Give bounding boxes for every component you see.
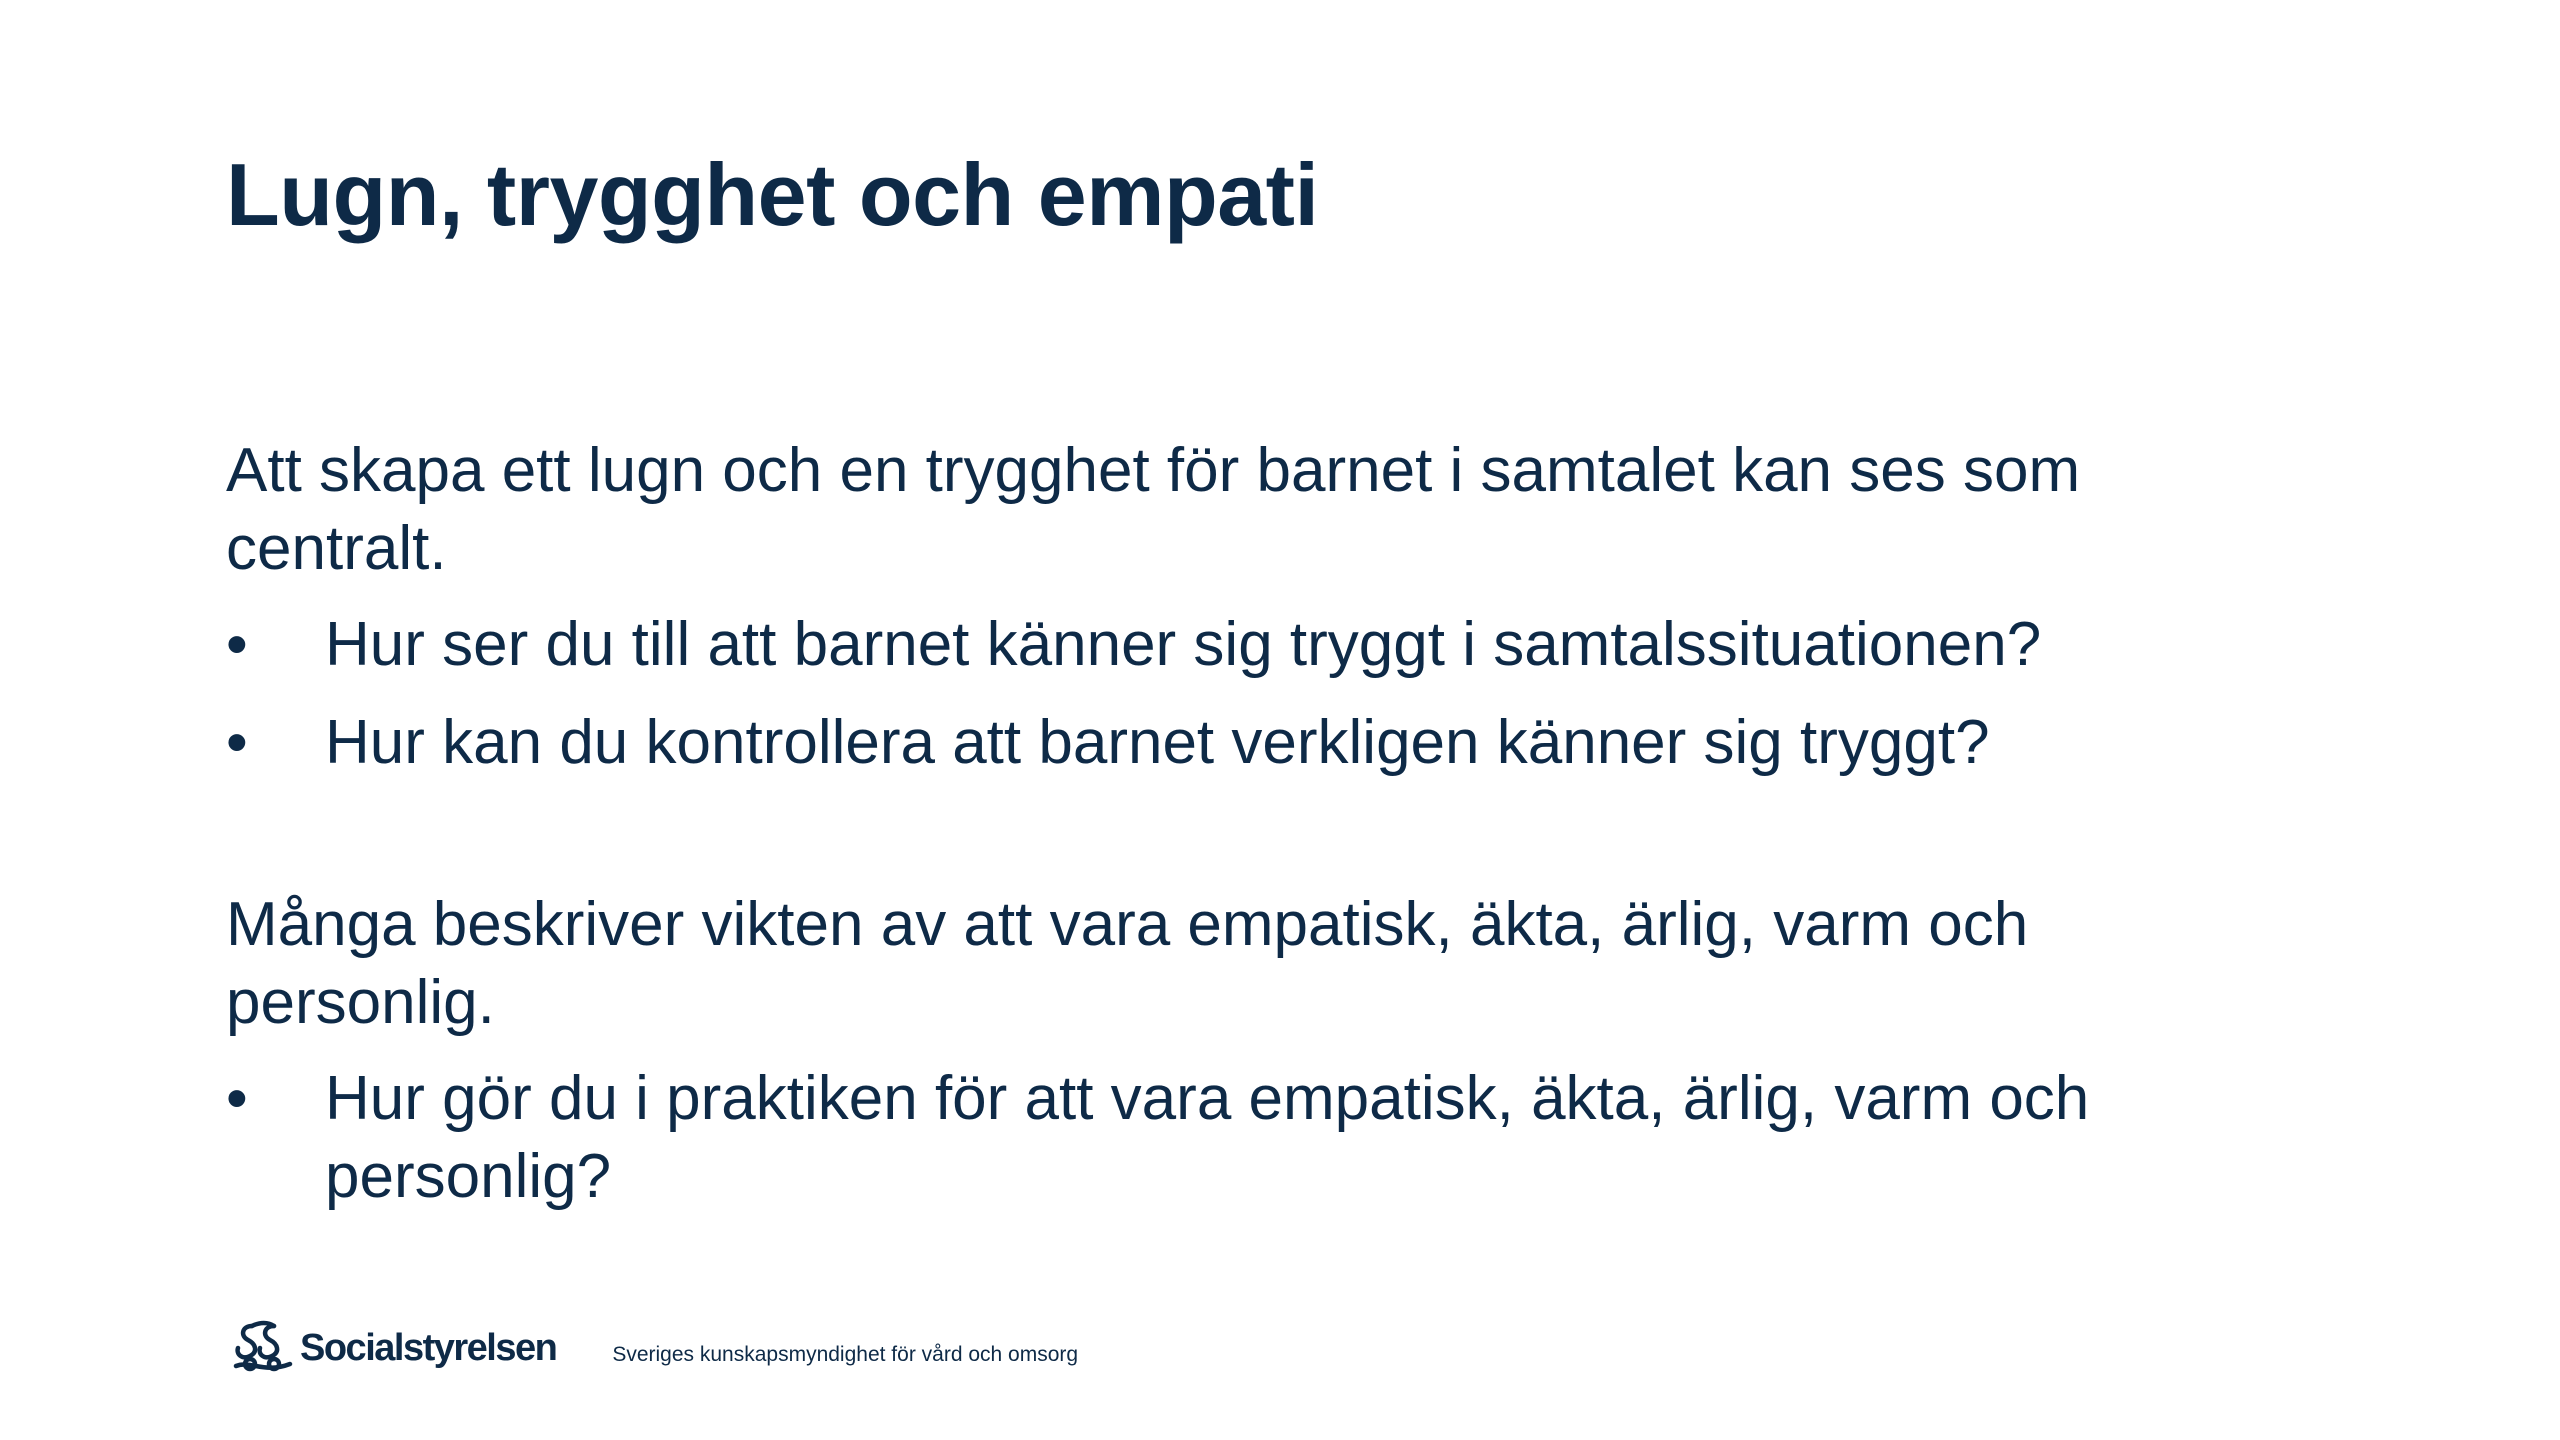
slide-title: Lugn, trygghet och empati	[226, 145, 1319, 244]
socialstyrelsen-emblem-icon	[230, 1318, 296, 1378]
bullet-item	[226, 1060, 2285, 1216]
logo-wordmark: Socialstyrelsen	[300, 1326, 557, 1369]
bullet-item	[226, 704, 2285, 782]
spacer	[226, 802, 2226, 886]
bullet-icon: •	[226, 610, 248, 679]
bullet-icon: •	[226, 1064, 248, 1133]
footer-tagline: Sveriges kunskapsmyndighet för vård och omsorg	[612, 1343, 1079, 1366]
footer	[230, 1318, 1078, 1378]
socialstyrelsen-logo	[230, 1318, 556, 1378]
paragraph-calm-safety: Att skapa ett lugn och en trygghet för barnet i samtalet kan ses som centralt.	[226, 436, 2081, 583]
bullet-text: Hur kan du kontrollera att barnet verkligen känner sig tryggt?	[325, 708, 1990, 777]
paragraph-empathy: Många beskriver vikten av att vara empatisk, äkta, ärlig, varm och personlig.	[226, 890, 2029, 1037]
bullet-text: Hur ser du till att barnet känner sig tryggt i samtalssituationen?	[325, 610, 2042, 679]
bullet-icon: •	[226, 708, 248, 777]
slide-content	[226, 432, 2226, 1236]
bullet-text: Hur gör du i praktiken för att vara empatisk, äkta, ärlig, varm och personlig?	[325, 1064, 2090, 1211]
bullet-item	[226, 606, 2285, 684]
